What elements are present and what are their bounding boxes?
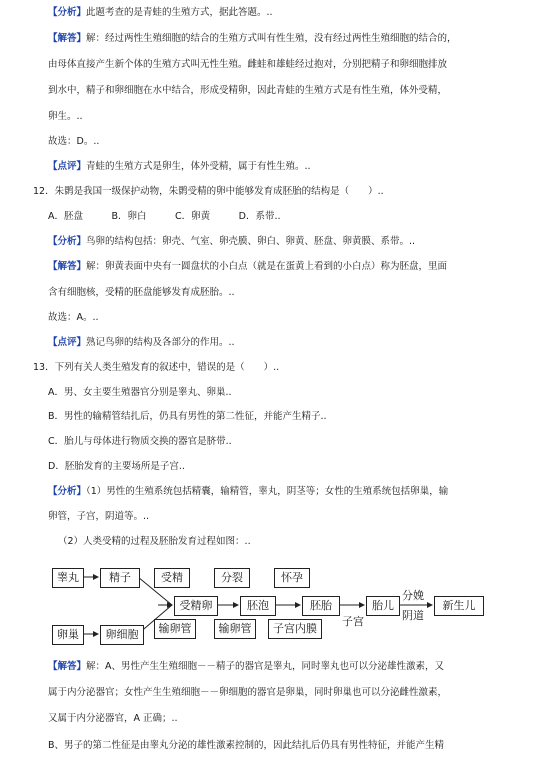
line-text: （1）男性的生殖系统包括精囊，输精管，睾丸，阴茎等；女性的生殖系统包括卵巢，输 <box>86 486 449 497</box>
line-text: 属于内分泌器官；女性产生生殖细胞－－卵细胞的器官是卵巢，同时卵巢也可以分泌雌性激素， <box>48 687 448 698</box>
label-uterus: 子宫 <box>342 615 364 628</box>
options-12 <box>48 211 281 223</box>
fertilization-flow-diagram <box>46 563 516 653</box>
box-fetus: 胎儿 <box>366 596 400 616</box>
label-delivery: 分娩 <box>402 589 424 602</box>
text-line <box>48 312 99 324</box>
line-text: 解：卵黄表面中央有一圆盘状的小白点（就是在蛋黄上看到的小白点）称为胚盘，里面 <box>86 261 448 272</box>
option-d <box>48 461 185 473</box>
text-line <box>48 261 447 273</box>
line-text: 解：经过两性生殖细胞的结合的生殖方式叫有性生殖，没有经过两性生殖细胞的结合的， <box>86 33 457 44</box>
line-text: 熟记鸟卵的结构及各部分的作用。.. <box>86 337 235 348</box>
box-division: 分裂 <box>214 568 250 588</box>
label-vagina: 阴道 <box>402 609 424 622</box>
text-line <box>48 287 235 299</box>
line-text: 卵生。.. <box>48 111 83 122</box>
text-line <box>48 236 415 248</box>
line-text: B．男性的输精管结扎后，仍具有男性的第二性征，并能产生精子.. <box>48 411 327 422</box>
section-tag: 【解答】 <box>48 661 87 672</box>
text-line <box>48 511 149 523</box>
box-newborn: 新生儿 <box>434 596 484 616</box>
box-blastocyst: 胚泡 <box>240 596 276 616</box>
line-text: 13．下列有关人类生殖发育的叙述中，错误的是（ ）.. <box>33 362 280 373</box>
line-text: 又属于内分泌器官，A 正确；.. <box>48 713 178 724</box>
line-text: 故选：A。.. <box>48 312 99 323</box>
section-tag: 【分析】 <box>48 486 87 497</box>
box-pregnancy: 怀孕 <box>274 568 310 588</box>
line-text: 12．朱鹮是我国一级保护动物，朱鹮受精的卵中能够发育成胚胎的结构是（ ）.. <box>33 186 384 197</box>
line-text: A．男、女主要生殖器官分别是睾丸、卵巢.. <box>48 387 232 398</box>
line-text: C．胎儿与母体进行物质交换的器官是脐带.. <box>48 436 232 447</box>
box-egg-cell: 卵细胞 <box>100 625 144 645</box>
line-text: 鸟卵的结构包括：卵壳、气室、卵壳膜、卵白、卵黄、胚盘、卵黄膜、系带。.. <box>86 236 416 247</box>
section-tag: 【点评】 <box>48 337 87 348</box>
section-tag: 【点评】 <box>48 161 87 172</box>
question-12 <box>33 186 384 198</box>
text-line <box>48 7 273 19</box>
box-zygote: 受精卵 <box>174 596 218 616</box>
text-line <box>48 687 447 699</box>
text-line <box>48 486 448 498</box>
text-line <box>58 536 251 548</box>
question-13 <box>33 362 279 374</box>
line-text: 到水中，精子和卵细胞在水中结合，形成受精卵，因此青蛙的生殖方式是有性生殖，体外受精， <box>48 85 448 96</box>
box-oviduct: 输卵管 <box>154 619 196 639</box>
line-text: 故选：D。.. <box>48 136 100 147</box>
text-line <box>48 33 457 45</box>
text-line <box>48 136 99 148</box>
text-line <box>48 59 447 71</box>
box-uterine-lining: 子宫内膜 <box>268 619 322 639</box>
text-line <box>48 85 447 97</box>
option-c <box>48 436 232 448</box>
line-text: A．胚盘 B．卵白 C．卵黄 D．系带.. <box>48 211 281 222</box>
text-line <box>48 740 444 752</box>
text-line <box>48 713 178 725</box>
option-b <box>48 411 327 423</box>
box-ovary: 卵巢 <box>52 625 84 645</box>
line-text: 由母体直接产生新个体的生殖方式叫无性生殖。雌蛙和雄蛙经过抱对，分别把精子和卵细胞排放 <box>48 59 448 70</box>
section-tag: 【分析】 <box>48 7 87 18</box>
line-text: 此题考查的是青蛙的生殖方式，据此答题。.. <box>86 7 273 18</box>
line-text: B、男子的第二性征是由睾丸分泌的雄性激素控制的，因此结扎后仍具有男性特征，并能产生精 <box>48 740 445 751</box>
box-embryo: 胚胎 <box>302 596 340 616</box>
section-tag: 【解答】 <box>48 33 87 44</box>
line-text: 卵管，子宫，阴道等。.. <box>48 511 150 522</box>
box-fertilization: 受精 <box>154 568 190 588</box>
box-testis: 睾丸 <box>52 568 84 588</box>
box-oviduct-2: 输卵管 <box>214 619 256 639</box>
text-line <box>48 337 235 349</box>
line-text: D．胚胎发育的主要场所是子宫.. <box>48 461 185 472</box>
line-text: 含有细胞核，受精的胚盘能够发育成胚胎。.. <box>48 287 235 298</box>
line-text: 青蛙的生殖方式是卵生，体外受精，属于有性生殖。.. <box>86 161 311 172</box>
box-sperm: 精子 <box>100 568 140 588</box>
text-line <box>48 661 444 673</box>
section-tag: 【解答】 <box>48 261 87 272</box>
line-text: 解：A、男性产生生殖细胞－－精子的器官是睾丸，同时睾丸也可以分泌雄性激素，又 <box>86 661 445 672</box>
text-line <box>48 111 83 123</box>
line-text: （2）人类受精的过程及胚胎发育过程如图：.. <box>58 536 251 547</box>
section-tag: 【分析】 <box>48 236 87 247</box>
option-a <box>48 387 232 399</box>
text-line <box>48 161 311 173</box>
